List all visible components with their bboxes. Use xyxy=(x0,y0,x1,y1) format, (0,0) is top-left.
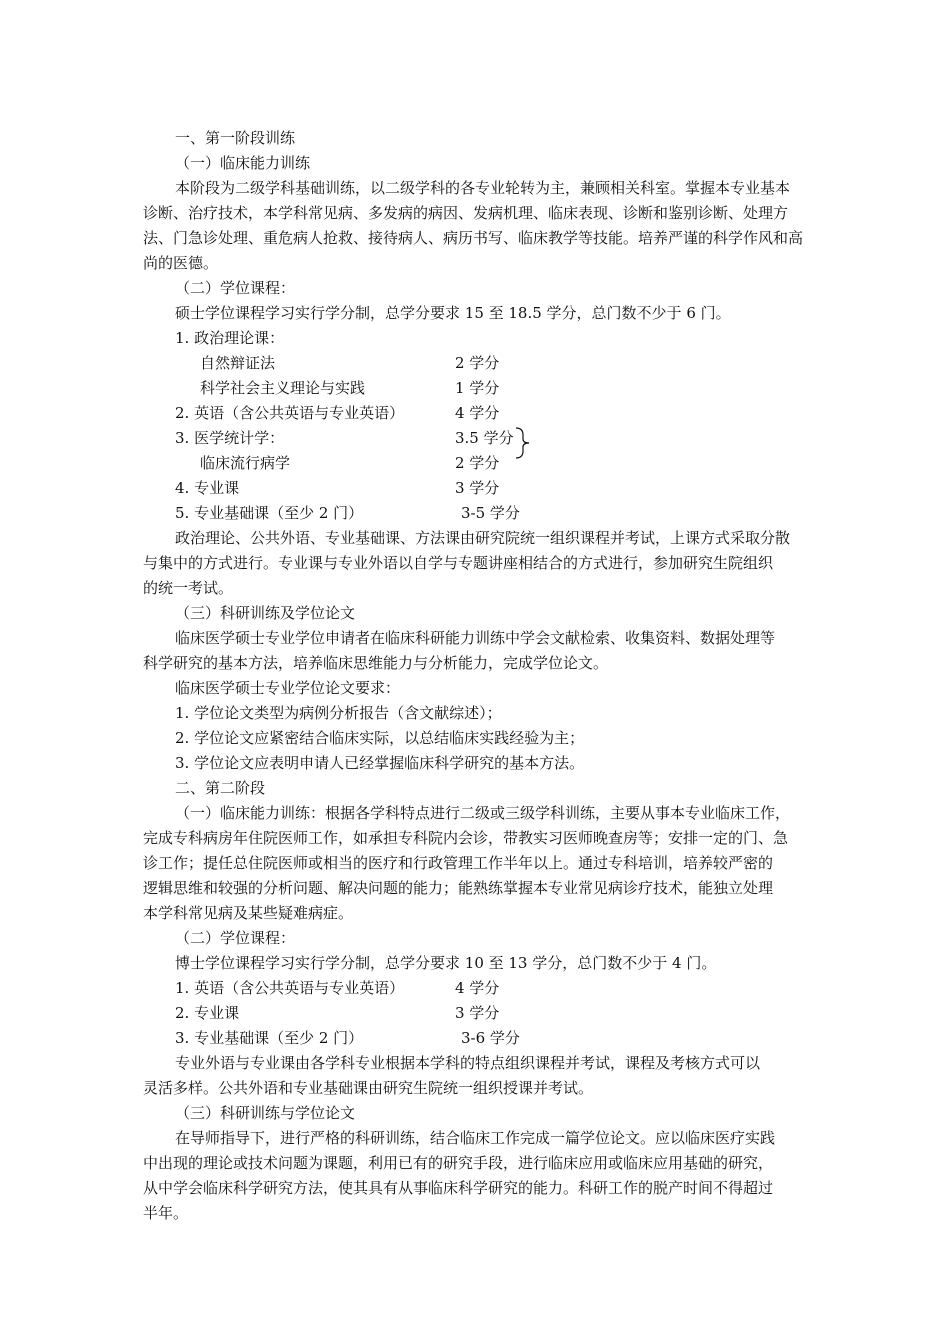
course-credit: 2 学分 xyxy=(455,454,500,472)
course-credit: 3.5 学分 xyxy=(455,429,514,447)
course-item: 5. 专业基础课（至少 2 门） xyxy=(175,504,364,522)
course-item: 1. 英语（含公共英语与专业英语） xyxy=(175,979,405,997)
section-1-heading: 一、第一阶段训练 xyxy=(175,129,296,147)
paragraph-line: 中出现的理论或技术问题为课题，利用已有的研究手段，进行临床应用或临床应用基础的研究， xyxy=(143,1154,774,1172)
course-credit: 3-6 学分 xyxy=(461,1029,520,1047)
course-item: 3. 专业基础课（至少 2 门） xyxy=(175,1029,364,1047)
paragraph-line: 政治理论、公共外语、专业基础课、方法课由研究院统一组织课程并考试，上课方式采取分散 xyxy=(175,529,791,547)
course-item: 1. 政治理论课： xyxy=(175,329,285,347)
section-2-heading: 二、第二阶段 xyxy=(175,779,266,797)
paragraph-line: 博士学位课程学习实行学分制，总学分要求 10 至 13 学分，总门数不少于 4 门。 xyxy=(175,954,717,972)
section-2-3-heading: （三）科研训练与学位论文 xyxy=(175,1104,356,1122)
course-credit: 2 学分 xyxy=(455,354,500,372)
paragraph-line: 临床医学硕士专业学位论文要求： xyxy=(175,679,401,697)
course-credit: 4 学分 xyxy=(455,979,500,997)
section-1-1-heading: （一）临床能力训练 xyxy=(175,154,311,172)
list-item: 3. 学位论文应表明申请人已经掌握临床科学研究的基本方法。 xyxy=(175,754,585,772)
paragraph-line: 完成专科病房年住院医师工作，如承担专科院内会诊，带教实习医师晚查房等；安排一定的门、急 xyxy=(143,829,789,847)
paragraph-line: （一）临床能力训练：根据各学科特点进行二级或三级学科训练，主要从事本专业临床工作， xyxy=(175,804,791,822)
course-item: 科学社会主义理论与实践 xyxy=(200,379,366,397)
section-1-3-heading: （三）科研训练及学位论文 xyxy=(175,604,356,622)
course-credit: 4 学分 xyxy=(455,404,500,422)
list-item: 2. 学位论文应紧密结合临床实际，以总结临床实践经验为主； xyxy=(175,729,585,747)
course-credit: 3 学分 xyxy=(455,1004,500,1022)
course-item: 2. 专业课 xyxy=(175,1004,240,1022)
paragraph-line: 本阶段为二级学科基础训练，以二级学科的各专业轮转为主，兼顾相关科室。掌握本专业基本 xyxy=(175,179,791,197)
paragraph-line: 诊工作；提任总住院医师或相当的医疗和行政管理工作半年以上。通过专科培训，培养较严密的 xyxy=(143,854,774,872)
paragraph-line: 科学研究的基本方法，培养临床思维能力与分析能力，完成学位论文。 xyxy=(143,654,609,672)
course-credit: 3 学分 xyxy=(455,479,500,497)
paragraph-line: 逻辑思维和较强的分析问题、解决问题的能力；能熟练掌握本专业常见病诊疗技术，能独立处理 xyxy=(143,879,774,897)
paragraph-line: 在导师指导下，进行严格的科研训练，结合临床工作完成一篇学位论文。应以临床医疗实践 xyxy=(175,1129,776,1147)
paragraph-line: 从中学会临床科学研究方法，使其具有从事临床科学研究的能力。科研工作的脱产时间不得超过 xyxy=(143,1179,774,1197)
section-2-2-heading: （二）学位课程： xyxy=(175,929,296,947)
paragraph-line: 的统一考试。 xyxy=(143,579,234,597)
paragraph-line: 与集中的方式进行。专业课与专业外语以自学与专题讲座相结合的方式进行，参加研究生院组织 xyxy=(143,554,774,572)
list-item: 1. 学位论文类型为病例分析报告（含文献综述）； xyxy=(175,704,502,722)
course-item: 临床流行病学 xyxy=(200,454,291,472)
paragraph-line: 法、门急诊处理、重危病人抢救、接待病人、病历书写、临床教学等技能。培养严谨的科学作风和高 xyxy=(143,229,804,247)
brace-icon xyxy=(512,426,534,460)
paragraph-line: 灵活多样。公共外语和专业基础课由研究生院统一组织授课并考试。 xyxy=(143,1079,594,1097)
course-item: 4. 专业课 xyxy=(175,479,240,497)
paragraph-line: 临床医学硕士专业学位申请者在临床科研能力训练中学会文献检索、收集资料、数据处理等 xyxy=(175,629,776,647)
paragraph-line: 专业外语与专业课由各学科专业根据本学科的特点组织课程并考试，课程及考核方式可以 xyxy=(175,1054,761,1072)
paragraph-line: 尚的医德。 xyxy=(143,254,219,272)
course-credit: 3-5 学分 xyxy=(461,504,520,522)
paragraph-line: 本学科常见病及某些疑难病症。 xyxy=(143,904,354,922)
course-item: 3. 医学统计学： xyxy=(175,429,285,447)
course-item: 2. 英语（含公共英语与专业英语） xyxy=(175,404,405,422)
paragraph-line: 半年。 xyxy=(143,1204,189,1222)
section-1-2-heading: （二）学位课程： xyxy=(175,279,296,297)
course-item: 自然辩证法 xyxy=(200,354,276,372)
paragraph-line: 硕士学位课程学习实行学分制，总学分要求 15 至 18.5 学分，总门数不少于 6 门。 xyxy=(175,304,731,322)
course-credit: 1 学分 xyxy=(455,379,500,397)
paragraph-line: 诊断、治疗技术，本学科常见病、多发病的病因、发病机理、临床表现、诊断和鉴别诊断、处理方 xyxy=(143,204,789,222)
